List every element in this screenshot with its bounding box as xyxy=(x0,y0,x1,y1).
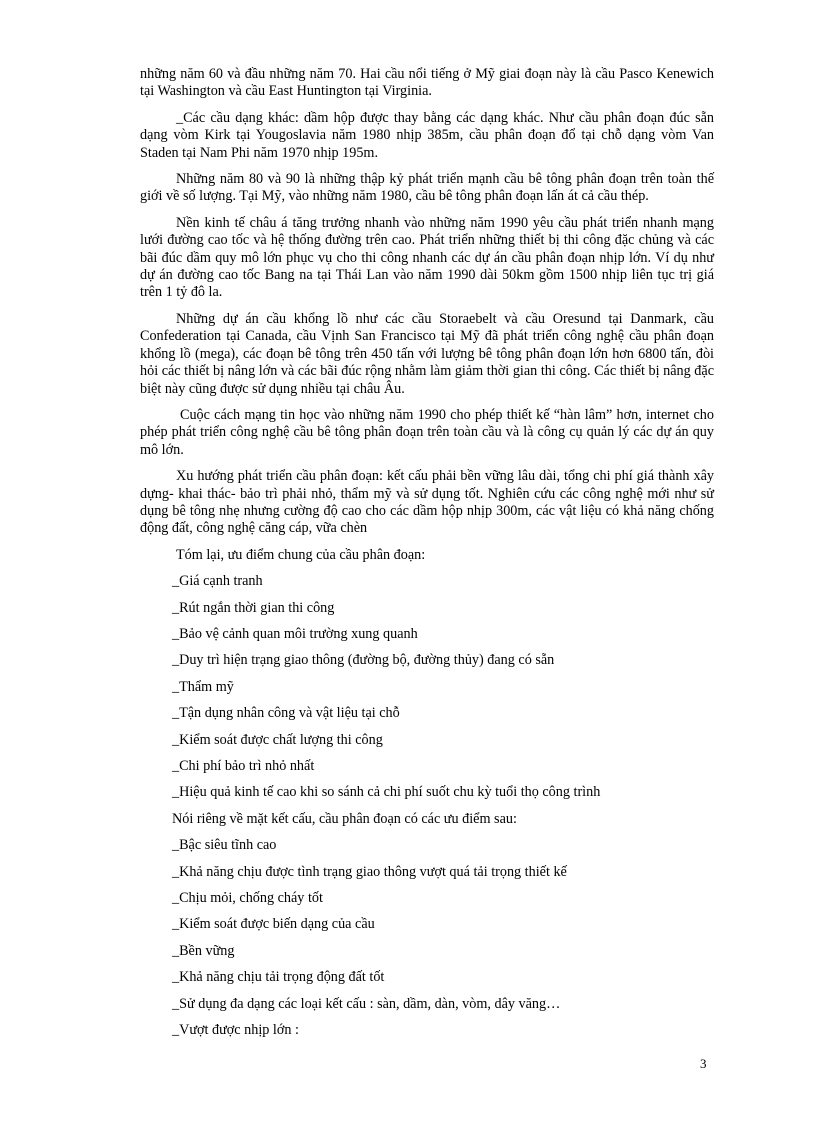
paragraph-trends: Xu hướng phát triển cầu phân đoạn: kết cấu phải bền vững lâu dài, tổng chi phí giá thành xây dựng- khai thác- bảo trì phải nhỏ, thẩm mỹ và sử dụng tốt. Nghiên cứu các công nghệ mới như sử dụng bê tông nhẹ nhưng cường độ cao cho các dầm hộp nhịp 300m, các vật liệu có khả năng chống động đất, công nghệ căng cáp, vữa chèn xyxy=(140,468,714,537)
list-item: _Thẩm mỹ xyxy=(172,678,234,695)
list-item: _Sử dụng đa dạng các loại kết cấu : sàn, dầm, dàn, vòm, dây văng… xyxy=(172,995,561,1012)
list-item: _Kiểm soát được chất lượng thi công xyxy=(172,731,383,748)
document-body xyxy=(140,66,714,1048)
list-item: _Bậc siêu tĩnh cao xyxy=(172,837,277,854)
paragraph-continuation: những năm 60 và đầu những năm 70. Hai cầu nổi tiếng ở Mỹ giai đoạn này là cầu Pasco Kenewich tại Washington và cầu East Huntington tại Virginia. xyxy=(140,66,714,100)
structural-heading: Nói riêng về mặt kết cấu, cầu phân đoạn có các ưu điểm sau: xyxy=(172,810,517,827)
paragraph-80s-90s: Những năm 80 và 90 là những thập kỷ phát triển mạnh cầu bê tông phân đoạn trên toàn thế giới về số lượng. Tại Mỹ, vào những năm 1980, cầu bê tông phân đoạn lấn át cả cầu thép. xyxy=(140,171,714,205)
list-item: _Khả năng chịu tải trọng động đất tốt xyxy=(172,969,385,986)
list-item: _Rút ngắn thời gian thi công xyxy=(172,599,335,616)
list-item: _Khả năng chịu được tình trạng giao thông vượt quá tải trọng thiết kế xyxy=(172,863,567,880)
list-item: _Hiệu quả kinh tế cao khi so sánh cả chi phí suốt chu kỳ tuổi thọ công trình xyxy=(172,784,601,801)
list-item: _Bền vững xyxy=(172,942,235,959)
list-item: _Duy trì hiện trạng giao thông (đường bộ, đường thủy) đang có sẵn xyxy=(172,652,555,669)
list-item: _Bảo vệ cảnh quan môi trường xung quanh xyxy=(172,625,418,642)
list-item: _Tận dụng nhân công và vật liệu tại chỗ xyxy=(172,705,400,722)
general-advantages-list xyxy=(140,573,714,802)
paragraph-other-bridge-types: _Các cầu dạng khác: dầm hộp được thay bằng các dạng khác. Như cầu phân đoạn đúc sẵn dạng vòm Kirk tại Yougoslavia năm 1980 nhịp 385m, cầu phân đoạn đổ tại chỗ dạng vòm Van Staden tại Nam Phi năm 1970 nhịp 195m. xyxy=(140,109,714,161)
paragraph-mega-projects: Những dự án cầu khổng lồ như các cầu Storaebelt và cầu Oresund tại Danmark, cầu Confederation tại Canada, cầu Vịnh San Francisco tại Mỹ đã phát triển công nghệ cầu phân đoạn khổng lồ (mega), các đoạn bê tông trên 450 tấn với lượng bê tông phân đoạn lớn hơn 6800 tấn, đòi hỏi các thiết bị nâng lớn và các bãi đúc rộng nhằm làm giảm thời gian thi công. Các thiết bị nâng đặc biệt này cũng được sử dụng nhiều tại châu Âu. xyxy=(140,310,714,397)
list-item: _Giá cạnh tranh xyxy=(172,573,263,590)
list-item: _Kiểm soát được biến dạng của cầu xyxy=(172,916,375,933)
list-item: _Chi phí bảo trì nhỏ nhất xyxy=(172,758,315,774)
summary-heading: Tóm lại, ưu điểm chung của cầu phân đoạn: xyxy=(176,546,426,563)
paragraph-it-revolution: Cuộc cách mạng tin học vào những năm 1990 cho phép thiết kế “hàn lâm” hơn, internet cho phép phát triển công nghệ cầu bê tông phân đoạn trên toàn cầu và là công cụ quản lý các dự án quy mô lớn. xyxy=(140,406,714,458)
list-item: _Chịu mỏi, chống cháy tốt xyxy=(172,890,323,907)
structural-advantages-list xyxy=(140,837,714,1039)
page-number: 3 xyxy=(700,1056,707,1071)
list-item: _Vượt được nhịp lớn : xyxy=(172,1022,299,1039)
paragraph-asia-economy: Nền kinh tế châu á tăng trưởng nhanh vào những năm 1990 yêu cầu phát triển nhanh mạng lưới đường cao tốc và hệ thống đường trên cao. Phát triển những thiết bị thi công đặc chủng và các bãi đúc dầm quy mô lớn phục vụ cho thi công nhanh các dự án cầu phân đoạn nhịp lớn. Ví dụ như dự án đường cao tốc Bang na tại Thái Lan vào năm 1990 dài 50km gồm 1500 nhịp liên tục trị giá trên 1 tỷ đô la. xyxy=(140,214,714,301)
